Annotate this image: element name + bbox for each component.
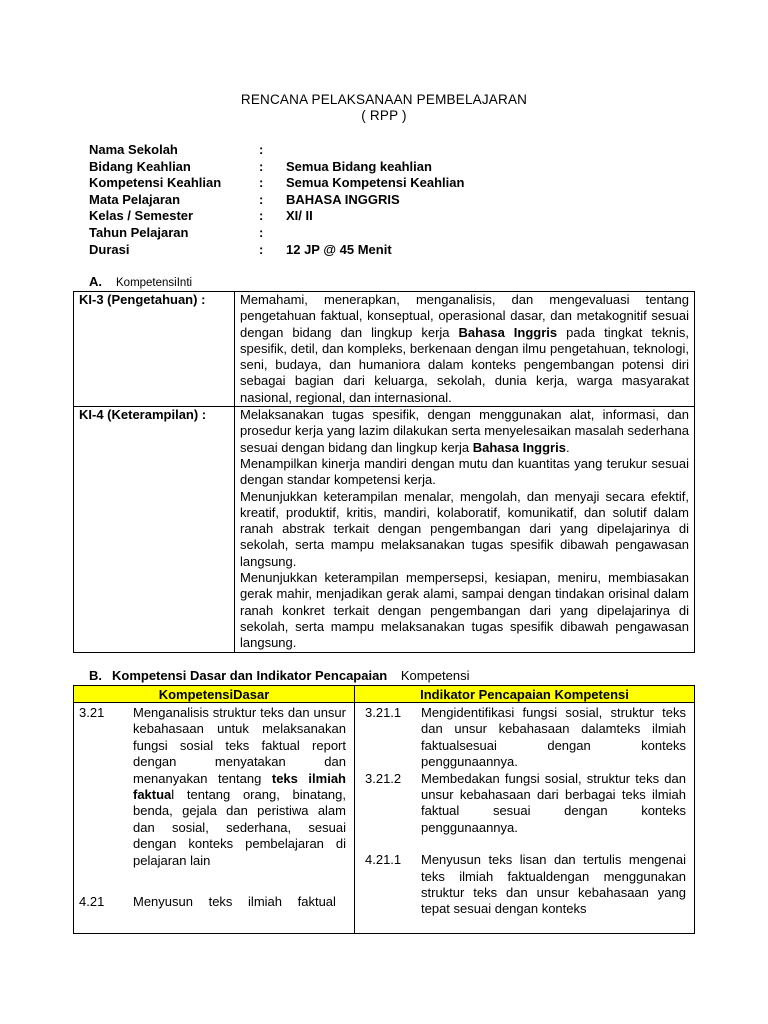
indicator-column: [355, 703, 695, 934]
meta-separator: :: [259, 175, 264, 191]
meta-separator: :: [259, 191, 264, 207]
indicator-text: Mengidentifikasi fungsi sosial, struktur teks dan unsur kebahasaan dalamteks ilmiah faktualsesuai dengan konteks penggunaannya.: [421, 705, 686, 770]
ki3-text-part: pada tingkat teknis, spesifik, detil, dan kompleks, berkenaan dengan ilmu pengetahuan, teknologi, seni, budaya, dan humaniora dalam konteks pengembangan potensi diri sebagai bagian dari keluarga, sekolah, dunia kerja, warga masyarakat nasional, regional, dan internasional.: [240, 324, 689, 405]
ki3-label: KI-3 (Pengetahuan) :: [74, 292, 235, 407]
ki4-text: [235, 407, 695, 653]
ki4-text-part: .: [565, 439, 570, 455]
kd-text-part: Menganalisis struktur teks dan unsur kebahasaan untuk melaksanakan fungsi sosial teks faktual report dengan menyatakan dan menanyakan tentang: [133, 705, 346, 786]
kd-body-row: [74, 703, 695, 934]
meta-row: [89, 192, 464, 209]
ki4-text-part: Melaksanakan tugas spesifik, dengan menggunakan alat, informasi, dan prosedur kerja yang lazim dilakukan serta menyelesaikan masalah sederhana sesuai dengan bidang dan lingkup kerja: [240, 407, 689, 455]
meta-row: [89, 175, 464, 192]
section-b-title-suffix: Kompetensi: [397, 668, 470, 683]
section-b-heading: [89, 668, 470, 683]
identity-table: [89, 142, 464, 258]
indicator-item: [355, 771, 694, 837]
meta-key: Kelas / Semester: [89, 208, 194, 224]
kd-number: 4.21: [79, 894, 105, 910]
meta-key: Tahun Pelajaran: [89, 224, 189, 240]
meta-separator: :: [259, 224, 264, 240]
meta-value: BAHASA INGGRIS: [286, 191, 400, 207]
ki4-paragraph: [240, 407, 689, 456]
indicator-item: [355, 852, 694, 918]
kd-text-bold: teks ilmiah faktua: [133, 770, 346, 803]
section-a-heading: [89, 274, 192, 289]
meta-row: [89, 159, 464, 176]
meta-row: [89, 208, 464, 225]
core-competency-table: [73, 291, 695, 653]
ki4-label: KI-4 (Keterampilan) :: [74, 407, 235, 653]
kd-number: 3.21: [79, 705, 105, 720]
meta-key: Kompetensi Keahlian: [89, 175, 222, 191]
meta-separator: :: [259, 142, 264, 157]
document-subtitle: ( RPP ): [361, 108, 407, 123]
meta-row: [89, 242, 464, 259]
meta-separator: :: [259, 208, 264, 224]
meta-value: XI/ II: [286, 208, 313, 224]
meta-key: Nama Sekolah: [89, 142, 178, 157]
kd-item: [74, 894, 354, 910]
meta-key: Mata Pelajaran: [89, 191, 181, 207]
meta-row: [89, 225, 464, 242]
meta-value: Semua Kompetensi Keahlian: [286, 175, 465, 191]
meta-key: Bidang Keahlian: [89, 158, 191, 174]
kd-text-part: l tentang orang, binatang, benda, gejala dan peristiwa alam dan sosial, sederhana, sesuai dengan konteks pembelajaran di pelajaran lain: [133, 787, 346, 868]
meta-value: [286, 142, 464, 159]
meta-row: [89, 142, 464, 159]
ki4-paragraph: Menunjukkan keterampilan menalar, mengolah, dan menyaji secara efektif, kreatif, produktif, kritis, mandiri, kolaboratif, komunikatif, dan solutif dalam ranah abstrak terkait dengan pengembangan dari yang dipelajarinya di sekolah, serta mampu melaksanakan tugas spesifik dibawah pengawasan langsung.: [240, 488, 689, 569]
basic-competency-table: [73, 685, 695, 934]
ki4-paragraph: Menampilkan kinerja mandiri dengan mutu dan kuantitas yang terukur sesuai dengan standar kompetensi kerja.: [240, 455, 689, 488]
kd-item: [74, 705, 354, 869]
kd-header-left: KompetensiDasar: [74, 686, 355, 703]
kd-text: [133, 705, 354, 869]
ki3-text-part: Memahami, menerapkan, menganalisis, dan mengevaluasi tentang pengetahuan faktual, konseptual, operasional dasar, dan metakognitif sesuai dengan bidang dan lingkup kerja: [240, 292, 689, 340]
indicator-number: 3.21.1: [365, 705, 402, 720]
section-b-letter: B.: [89, 668, 102, 683]
ki3-text: [235, 292, 695, 407]
document-title: RENCANA PELAKSANAAN PEMBELAJARAN: [240, 92, 528, 107]
section-a-letter: A.: [89, 274, 102, 289]
ki4-paragraph: Menunjukkan keterampilan mempersepsi, kesiapan, meniru, membiasakan gerak mahir, menjadikan gerak alami, sampai dengan tindakan orisinal dalam ranah konkret terkait dengan pengembangan dari yang dipelajarinya di sekolah, serta mampu melaksanakan tugas spesifik dibawah pengawasan langsung.: [240, 570, 689, 651]
ki4-row: [74, 407, 695, 653]
section-a-title: KompetensiInti: [116, 277, 193, 289]
meta-value: Semua Bidang keahlian: [286, 158, 432, 174]
section-b-title: Kompetensi Dasar dan Indikator Pencapaian: [112, 668, 388, 683]
meta-value: 12 JP @ 45 Menit: [286, 241, 392, 257]
indicator-number: 4.21.1: [365, 852, 402, 868]
kd-column: [74, 703, 355, 934]
meta-separator: :: [259, 241, 264, 257]
kd-text: Menyusun teks ilmiah faktual: [133, 894, 336, 910]
meta-key: Durasi: [89, 241, 130, 257]
ki3-subject-bold: Bahasa Inggris: [458, 324, 558, 340]
meta-value: [286, 225, 464, 242]
ki4-subject-bold: Bahasa Inggris: [472, 439, 566, 455]
indicator-text: Menyusun teks lisan dan tertulis mengenai teks ilmiah faktualdengan menggunakan struktur teks dan unsur kebahasaan yang tepat sesuai dengan konteks: [421, 852, 686, 917]
indicator-number: 3.21.2: [365, 770, 402, 786]
kd-header-right: Indikator Pencapaian Kompetensi: [355, 686, 695, 703]
kd-header-row: [74, 686, 695, 703]
meta-separator: :: [259, 158, 264, 174]
indicator-item: [355, 705, 694, 771]
ki3-row: [74, 292, 695, 407]
indicator-text: Membedakan fungsi sosial, struktur teks dan unsur kebahasaan dari berbagai teks ilmiah faktual sesuai dengan konteks penggunaannya.: [421, 770, 686, 835]
